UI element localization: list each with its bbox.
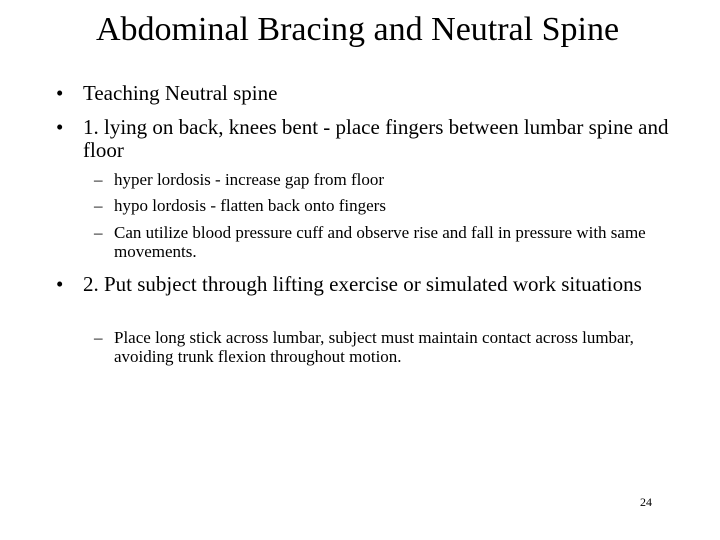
bullet-icon: • bbox=[56, 272, 64, 296]
dash-icon: – bbox=[94, 223, 103, 242]
bullet-icon: • bbox=[56, 81, 64, 105]
sub-bullet-text: Can utilize blood pressure cuff and observe rise and fall in pressure with same movements. bbox=[114, 223, 646, 261]
bullet-text: Teaching Neutral spine bbox=[83, 81, 278, 105]
slide-title: Abdominal Bracing and Neutral Spine bbox=[95, 11, 620, 48]
sub-bullet-text: hypo lordosis - flatten back onto fingers bbox=[114, 196, 386, 215]
bullet-text: 2. Put subject through lifting exercise or simulated work situations bbox=[83, 272, 642, 296]
dash-icon: – bbox=[94, 196, 103, 215]
sub-bullet-text: hyper lordosis - increase gap from floor bbox=[114, 170, 385, 189]
sub-bullet-item bbox=[94, 196, 674, 215]
bullet-item bbox=[56, 273, 676, 296]
page-number: 24 bbox=[640, 495, 652, 509]
bullet-item bbox=[56, 116, 676, 162]
dash-icon: – bbox=[94, 328, 103, 347]
sub-bullet-text: Place long stick across lumbar, subject must maintain contact across lumbar, avoiding trunk flexion throughout motion. bbox=[114, 328, 634, 366]
sub-bullet-item bbox=[94, 223, 674, 261]
sub-bullet-item bbox=[94, 170, 674, 189]
sub-bullet-item bbox=[94, 328, 674, 366]
bullet-text: 1. lying on back, knees bent - place fingers between lumbar spine and floor bbox=[83, 115, 669, 162]
dash-icon: – bbox=[94, 170, 103, 189]
bullet-item bbox=[56, 82, 676, 105]
bullet-icon: • bbox=[56, 115, 64, 139]
